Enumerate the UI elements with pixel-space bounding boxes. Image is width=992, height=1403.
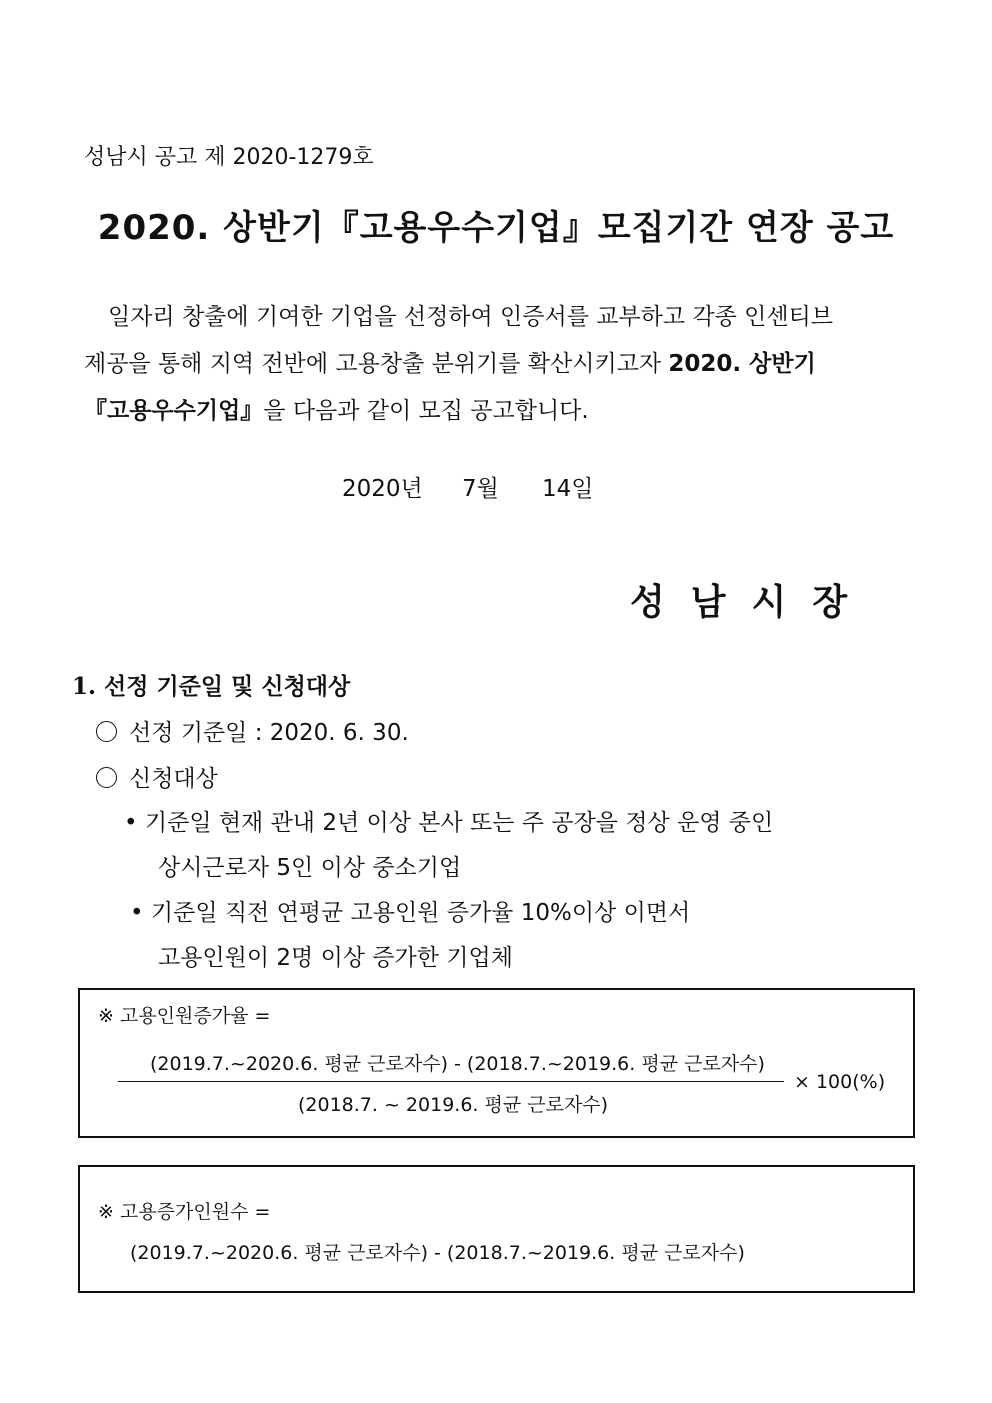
section-heading: 1. 선정 기준일 및 신청대상 (72, 673, 351, 700)
page-title: 2020. 상반기『고용우수기업』모집기간 연장 공고 (97, 208, 895, 248)
date-day: 14일 (542, 476, 594, 502)
intro-line-2 (84, 345, 816, 378)
notice-number: 성남시 공고 제 2020-1279호 (84, 145, 374, 170)
increase-count-formula: (2019.7.~2020.6. 평균 근로자수) - (2018.7.~2019.6. 평균 근로자수) (130, 1242, 745, 1264)
increase-count-label: ※ 고용증가인원수 = (98, 1201, 271, 1223)
growth-rate-label: ※ 고용인원증가율 = (98, 1005, 271, 1027)
eligibility-bullet-2-line-1: • 기준일 직전 연평균 고용인원 증가율 10%이상 이면서 (130, 900, 691, 926)
intro-line-2-text: 제공을 통해 지역 전반에 고용창출 분위기를 확산시키고자 (84, 351, 669, 377)
intro-line-2-emphasis: 2020. 상반기 (668, 351, 816, 377)
criteria-date-item (96, 714, 409, 747)
eligibility-item (96, 760, 218, 793)
formula-denominator: (2018.7. ~ 2019.6. 평균 근로자수) (298, 1094, 609, 1116)
intro-line-3 (84, 392, 589, 425)
formula-multiplier: × 100(%) (794, 1071, 886, 1093)
eligibility-text: 신청대상 (129, 766, 218, 792)
intro-line-3-text: 을 다음과 같이 모집 공고합니다. (263, 398, 589, 424)
issuer-signature: 성남시장 (630, 582, 874, 623)
employment-increase-box (78, 1165, 915, 1293)
criteria-date-text: 선정 기준일 : 2020. 6. 30. (129, 720, 409, 746)
eligibility-bullet-1-line-1: • 기준일 현재 관내 2년 이상 본사 또는 주 공장을 정상 운영 중인 (124, 810, 774, 836)
date-month: 7월 (462, 476, 499, 502)
circle-bullet-icon (96, 721, 117, 742)
fraction-line (118, 1081, 784, 1082)
date-year: 2020년 (342, 476, 423, 502)
eligibility-bullet-1-line-2: 상시근로자 5인 이상 중소기업 (158, 855, 462, 881)
intro-line-1: 일자리 창출에 기여한 기업을 선정하여 인증서를 교부하고 각종 인센티브 (108, 304, 834, 330)
intro-line-3-emphasis: 『고용우수기업』 (84, 398, 264, 424)
formula-numerator: (2019.7.~2020.6. 평균 근로자수) - (2018.7.~2019.6. 평균 근로자수) (150, 1053, 765, 1075)
circle-bullet-icon (96, 767, 117, 788)
eligibility-bullet-2-line-2: 고용인원이 2명 이상 증가한 기업체 (158, 945, 513, 971)
